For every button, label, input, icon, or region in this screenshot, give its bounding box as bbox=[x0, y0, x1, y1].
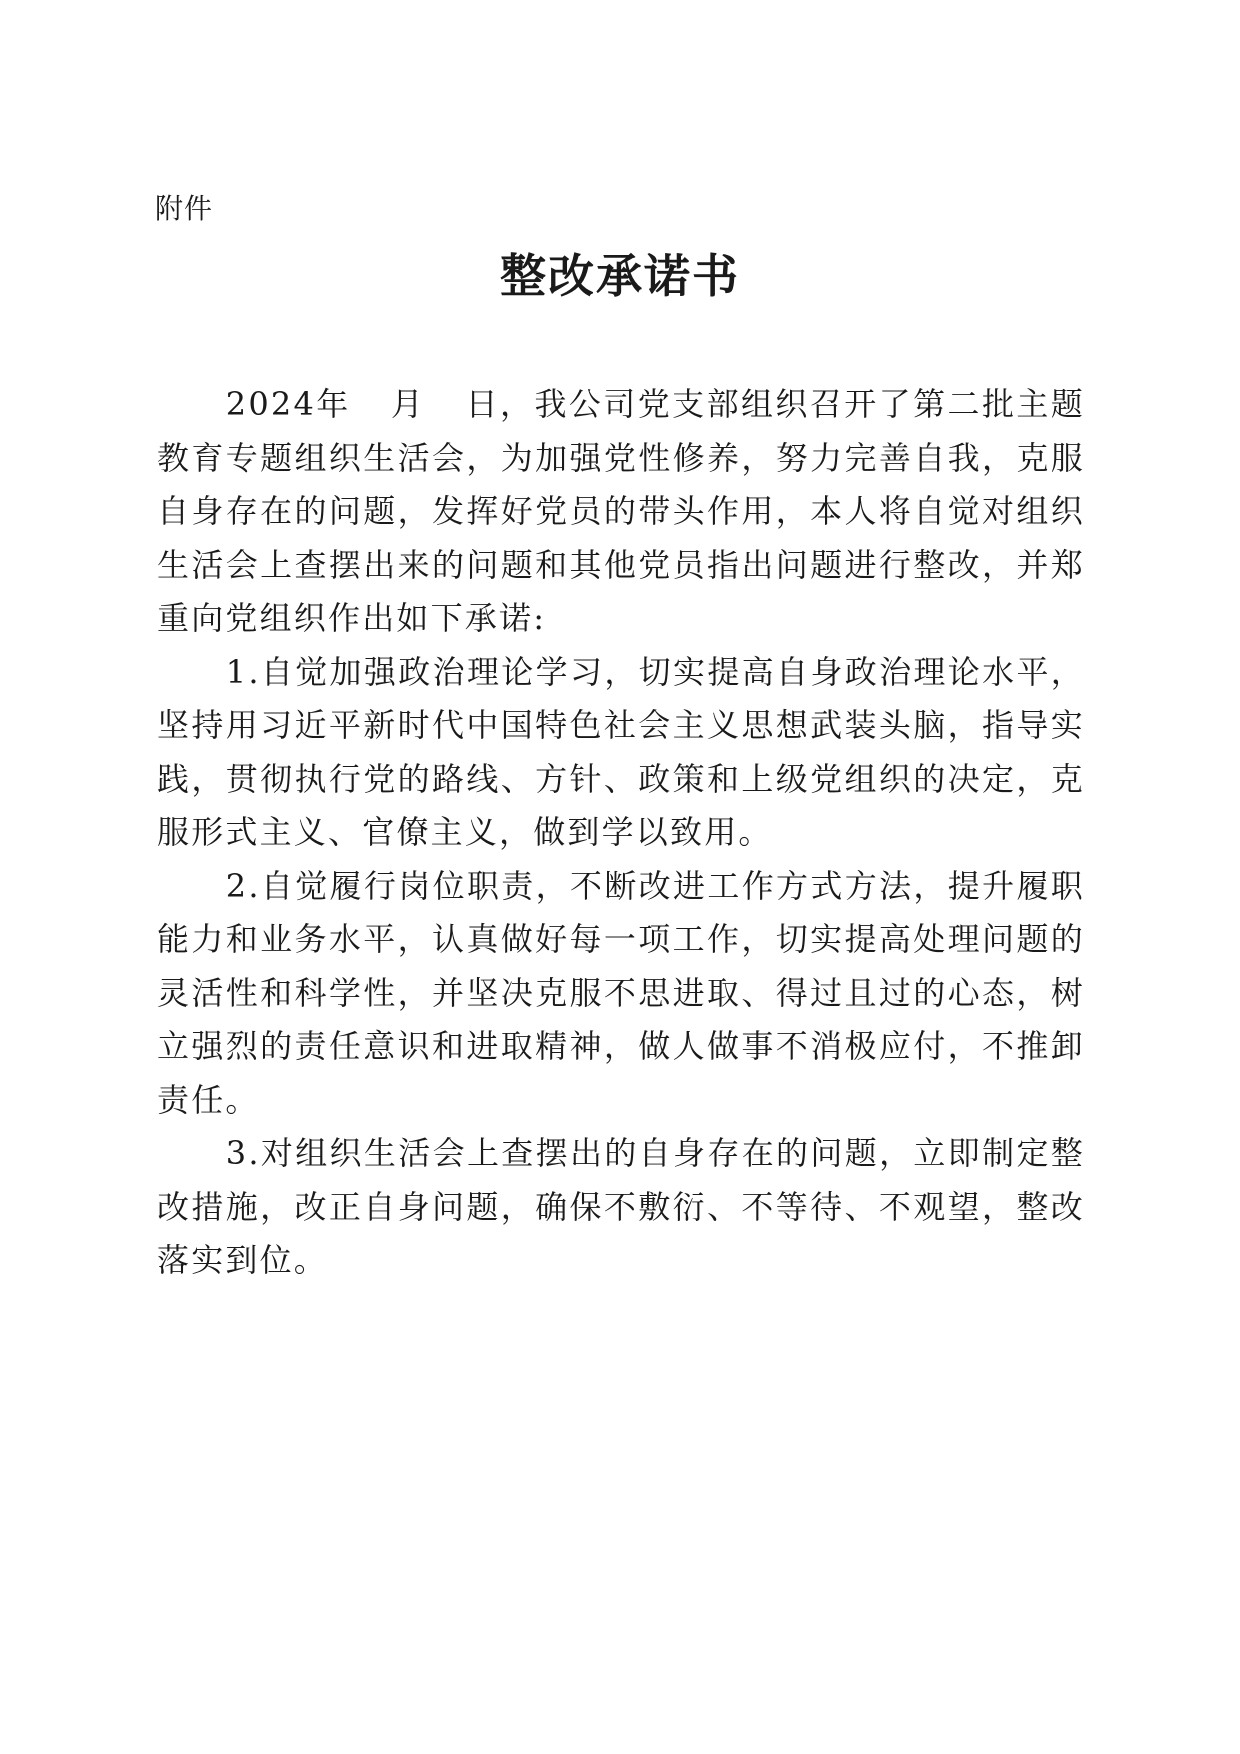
commitment-item-3: 3.对组织生活会上查摆出的自身存在的问题，立即制定整改措施，改正自身问题，确保不敷衍、不等待、不观望，整改落实到位。 bbox=[157, 1134, 1085, 1279]
intro-year-unit: 年 bbox=[316, 385, 351, 423]
commitment-item-1: 1.自觉加强政治理论学习，切实提高自身政治理论水平，坚持用习近平新时代中国特色社会主义思想武装头脑，指导实践，贯彻执行党的路线、方针、政策和上级党组织的决定，克服形式主义、官僚主义，做到学以致用。 bbox=[157, 652, 1085, 851]
intro-month-unit: 月 bbox=[390, 385, 426, 423]
intro-paragraph bbox=[157, 378, 1085, 646]
document-title: 整改承诺书 bbox=[500, 249, 740, 303]
intro-year: 2024 bbox=[225, 385, 317, 423]
attachment-label: 附件 bbox=[155, 192, 214, 225]
intro-text: ，我公司党支部组织召开了第二批主题教育专题组织生活会，为加强党性修养，努力完善自我，克服自身存在的问题，发挥好党员的带头作用，本人将自觉对组织生活会上查摆出来的问题和其他党员指出问题进行整改，并郑重向党组织作出如下承诺: bbox=[157, 385, 1086, 637]
document-body bbox=[157, 378, 1085, 1288]
intro-day-unit: 日 bbox=[465, 385, 501, 423]
commitment-item-2: 2.自觉履行岗位职责，不断改进工作方式方法，提升履职能力和业务水平，认真做好每一项工作，切实提高处理问题的灵活性和科学性，并坚决克服不思进取、得过且过的心态，树立强烈的责任意识和进取精神，做人做事不消极应付，不推卸责任。 bbox=[157, 866, 1085, 1119]
